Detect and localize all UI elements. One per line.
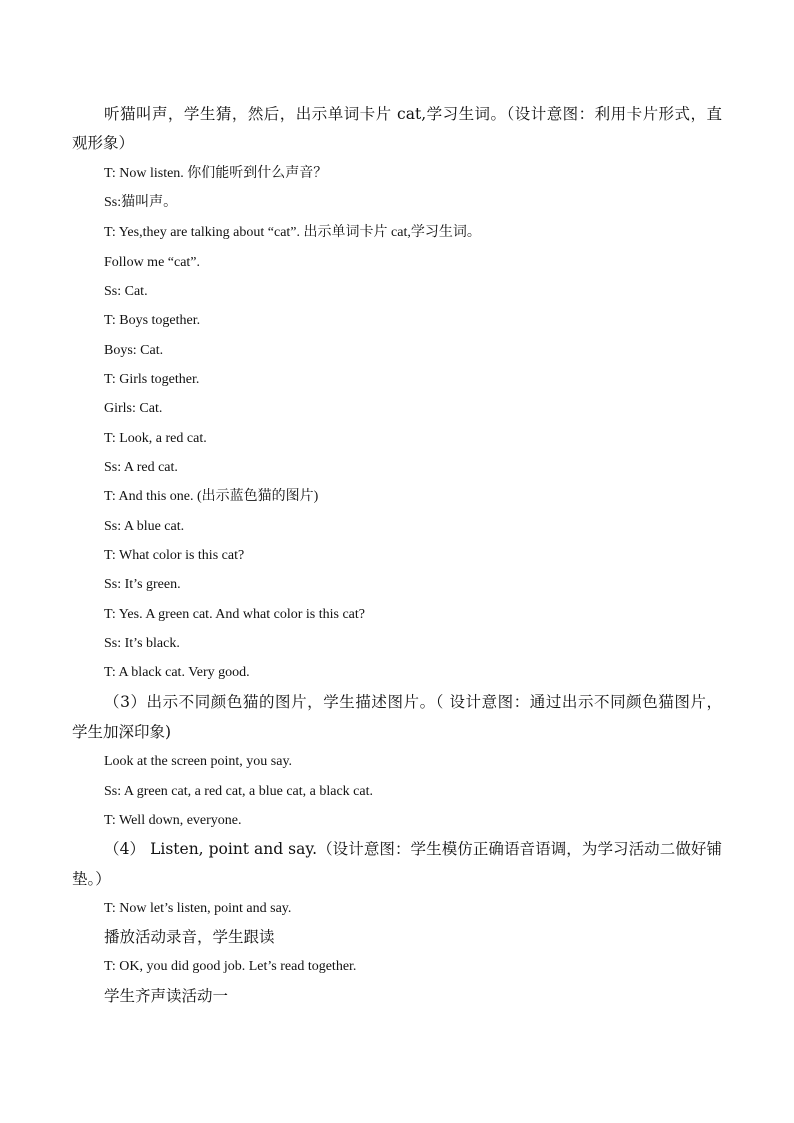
paragraph-line: （3）出示不同颜色猫的图片，学生描述图片。（ 设计意图：通过出示不同颜色猫图片， xyxy=(104,693,722,711)
dialogue-line: T: What color is this cat? xyxy=(104,548,245,563)
dialogue-line: T: Well down, everyone. xyxy=(104,813,242,828)
dialogue-line: Girls: Cat. xyxy=(104,401,163,416)
dialogue-line: Ss:猫叫声。 xyxy=(104,195,178,210)
dialogue-line: T: Yes,they are talking about “cat”. 出示单词卡片 cat,学习生词。 xyxy=(104,225,481,240)
dialogue-line: T: Boys together. xyxy=(104,313,201,328)
dialogue-line: T: Girls together. xyxy=(104,372,200,387)
paragraph-line: 听猫叫声，学生猜，然后，出示单词卡片 cat,学习生词。（设计意图：利用卡片形式，直 xyxy=(104,105,722,123)
dialogue-line: T: Now listen. 你们能听到什么声音？ xyxy=(104,166,328,181)
paragraph-line: 垫。） xyxy=(72,870,111,888)
dialogue-line: Boys: Cat. xyxy=(104,343,164,358)
dialogue-line: T: Yes. A green cat. And what color is this cat? xyxy=(104,607,365,622)
dialogue-line: Ss: It’s green. xyxy=(104,577,181,592)
dialogue-line: T: Now let’s listen, point and say. xyxy=(104,901,292,916)
dialogue-line: Ss: A red cat. xyxy=(104,460,178,475)
paragraph-line: （4） Listen, point and say.（设计意图：学生模仿正确语音语调，为学习活动二做好铺 xyxy=(104,840,722,858)
dialogue-line: T: Look, a red cat. xyxy=(104,431,207,446)
paragraph-line: 学生齐声读活动一 xyxy=(104,987,229,1005)
paragraph-line: 播放活动录音，学生跟读 xyxy=(104,928,275,946)
dialogue-line: T: A black cat. Very good. xyxy=(104,665,250,680)
dialogue-line: Follow me “cat”. xyxy=(104,255,201,270)
paragraph-line: 观形象） xyxy=(72,134,135,152)
dialogue-line: T: OK, you did good job. Let’s read together. xyxy=(104,959,357,974)
dialogue-line: Ss: It’s black. xyxy=(104,636,180,651)
dialogue-line: Ss: A green cat, a red cat, a blue cat, a black cat. xyxy=(104,784,373,799)
dialogue-line: Ss: A blue cat. xyxy=(104,519,185,534)
dialogue-line: Look at the screen point, you say. xyxy=(104,754,293,769)
dialogue-line: Ss: Cat. xyxy=(104,284,148,299)
paragraph-line: 学生加深印象) xyxy=(72,723,172,741)
dialogue-line: T: And this one. (出示蓝色猫的图片) xyxy=(104,489,319,504)
